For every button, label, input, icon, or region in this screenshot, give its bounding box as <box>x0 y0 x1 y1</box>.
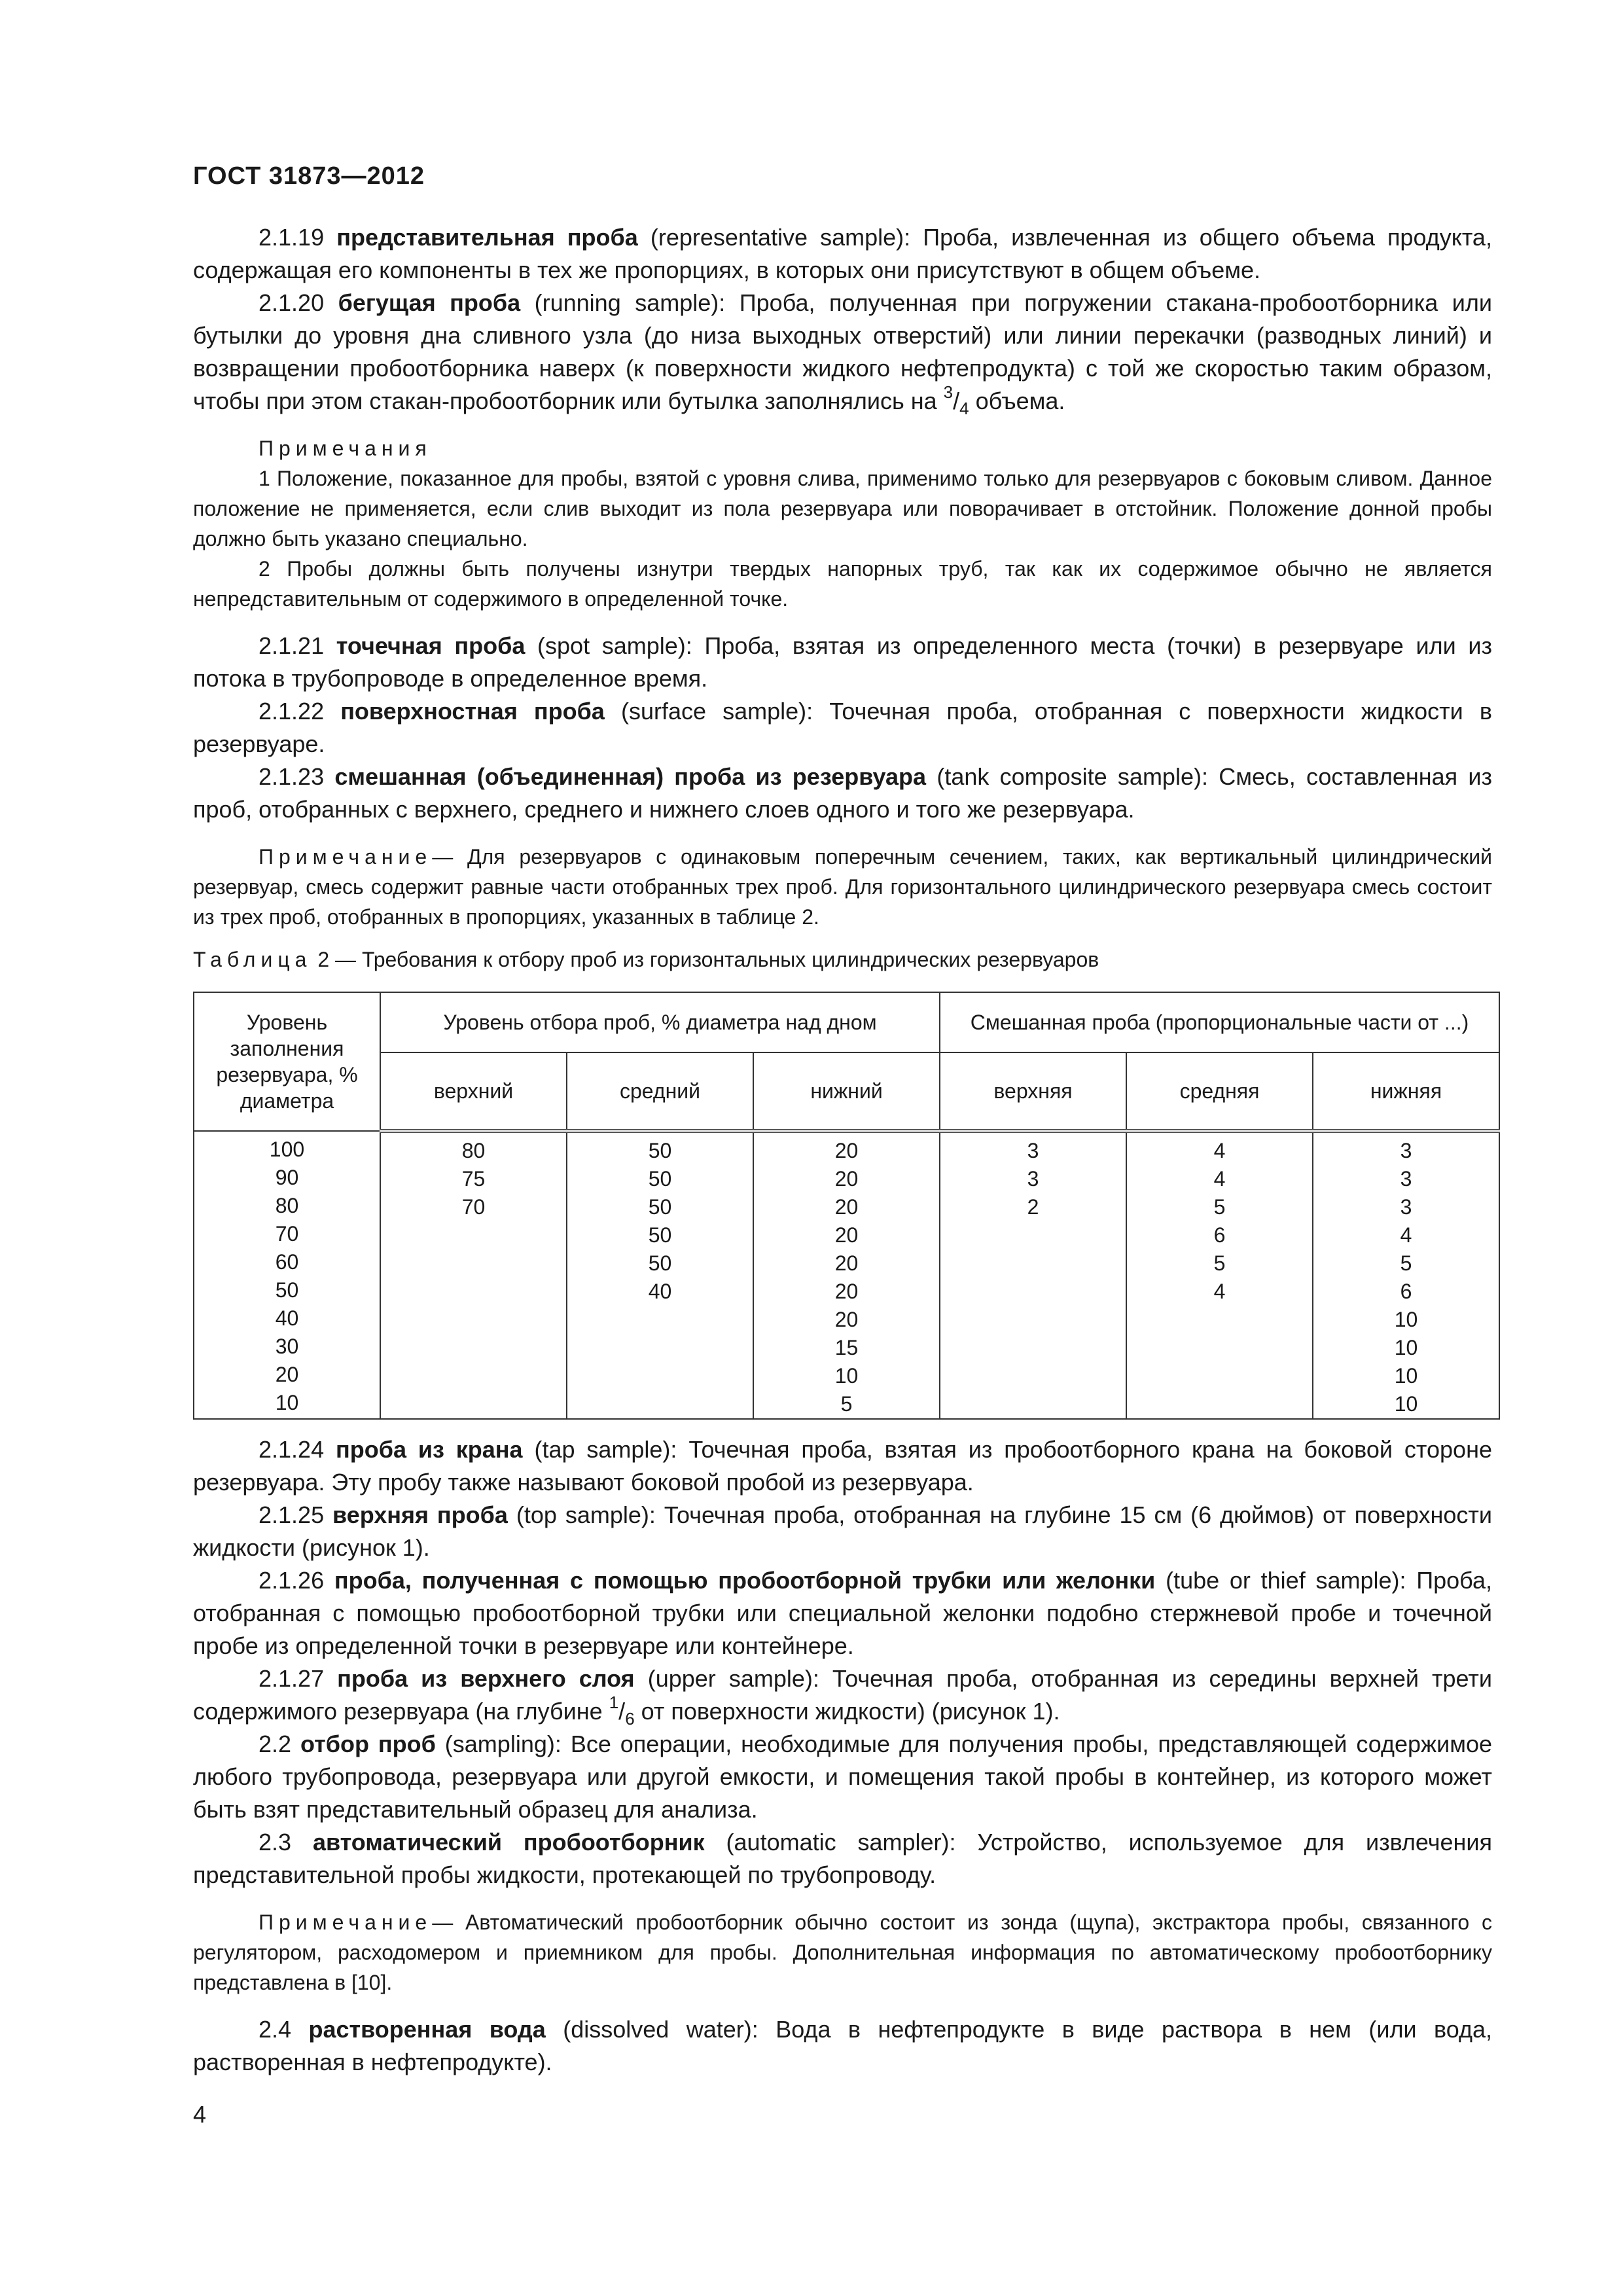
term-title: отбор проб <box>300 1731 436 1757</box>
note-label: Примечание <box>259 1910 433 1934</box>
term-2-1-23 <box>193 761 1492 826</box>
term-english: (automatic sampler): <box>726 1829 956 1856</box>
table-cell: 20 <box>834 1251 859 1275</box>
table-cell: 50 <box>648 1251 672 1275</box>
table-cell: 5 <box>1213 1251 1226 1275</box>
term-title: бегущая проба <box>338 289 521 316</box>
column-upper <box>380 1131 567 1419</box>
table-cell: 20 <box>834 1280 859 1303</box>
table-cell: 3 <box>1027 1167 1039 1191</box>
term-number: 2.1.23 <box>259 763 325 790</box>
table-cell: 5 <box>1400 1251 1412 1275</box>
table-caption <box>193 948 1099 972</box>
term-title: проба, полученная с помощью пробоотборной трубки или желонки <box>334 1567 1156 1594</box>
term-number: 2.2 <box>259 1731 292 1757</box>
table-caption-text: 2 — Требования к отбору проб из горизонтальных цилиндрических резервуаров <box>317 948 1099 971</box>
notes-heading: Примечания <box>259 437 432 460</box>
term-title: точечная проба <box>336 632 526 659</box>
table-cell: 20 <box>834 1195 859 1219</box>
table-cell: 20 <box>834 1308 859 1331</box>
term-definition-end: объема. <box>975 387 1065 414</box>
term-title: поверхностная проба <box>340 698 605 725</box>
table-cell: 20 <box>834 1167 859 1191</box>
term-english: (tap sample): <box>534 1436 677 1463</box>
term-title: автоматический пробоотборник <box>312 1829 705 1856</box>
term-number: 2.1.26 <box>259 1567 325 1594</box>
table-cell: 5 <box>1213 1195 1226 1219</box>
subheader-composite-lower: нижняя <box>1313 1052 1499 1131</box>
subheader-middle: средний <box>567 1052 753 1131</box>
table-cell: 70 <box>275 1222 299 1246</box>
table-cell: 3 <box>1400 1167 1412 1191</box>
subheader-composite-upper: верхняя <box>940 1052 1126 1131</box>
term-english: (representative sample): <box>650 224 911 251</box>
fraction: $^3/_4$ <box>943 382 969 419</box>
note-automatic-sampler <box>193 1907 1492 1998</box>
table-cell: 2 <box>1027 1195 1039 1219</box>
note-item: 2 Пробы должны быть получены изнутри твердых напорных труб, так как их содержимое обычно не является непредставительным от содержимого в определенной точке. <box>193 557 1492 611</box>
term-2-2 <box>193 1728 1492 1826</box>
column-lower <box>753 1131 940 1419</box>
table-cell: 10 <box>1394 1308 1418 1331</box>
term-2-4 <box>193 2013 1492 2079</box>
table-cell: 80 <box>275 1194 299 1217</box>
term-english: (tube or thief sample): <box>1166 1567 1406 1594</box>
column-middle <box>567 1131 753 1419</box>
subheader-lower: нижний <box>753 1052 940 1131</box>
term-number: 2.1.19 <box>259 224 325 251</box>
table-cell: 20 <box>834 1223 859 1247</box>
term-2-1-21 <box>193 630 1492 695</box>
table-cell: 50 <box>648 1139 672 1162</box>
term-english: (dissolved water): <box>563 2016 758 2043</box>
term-english: (surface sample): <box>620 698 813 725</box>
page-number: 4 <box>193 2101 207 2128</box>
term-english: (running sample): <box>534 289 726 316</box>
table-cell: 6 <box>1400 1280 1412 1303</box>
table-cell: 50 <box>275 1278 299 1302</box>
table-cell: 10 <box>1394 1336 1418 1359</box>
table-cell: 20 <box>275 1363 299 1386</box>
table-cell: 70 <box>461 1195 486 1219</box>
header-sampling-level: Уровень отбора проб, % диаметра над дном <box>380 992 940 1052</box>
sampling-table <box>193 992 1500 1420</box>
term-2-1-24 <box>193 1433 1492 1499</box>
note-item: 1 Положение, показанное для пробы, взятой с уровня слива, применимо только для резервуаров с боковым сливом. Данное положение не применяется, если слив выходит из пола резервуара или поворачивает в отстойник. Положение донной пробы должно быть указано специально. <box>193 467 1492 550</box>
column-composite-upper <box>940 1131 1126 1419</box>
term-number: 2.1.24 <box>259 1436 325 1463</box>
term-number: 2.1.25 <box>259 1501 325 1528</box>
term-definition: Точечная проба, отобранная из середины верхней трети содержимого резервуара (на глубине <box>193 1665 1492 1725</box>
table-cell: 10 <box>275 1391 299 1414</box>
term-definition: Проба, извлеченная из общего объема продукта, содержащая его компоненты в тех же пропорциях, в которых они присутствуют в общем объеме. <box>193 224 1492 283</box>
term-title: представительная проба <box>336 224 638 251</box>
table-cell: 20 <box>834 1139 859 1162</box>
fraction: $^1/_6$ <box>609 1693 635 1729</box>
column-composite-middle <box>1126 1131 1313 1419</box>
table-cell: 100 <box>269 1138 305 1161</box>
section-bottom <box>193 1433 1492 2079</box>
term-number: 2.3 <box>259 1829 292 1856</box>
term-number: 2.4 <box>259 2016 292 2043</box>
table-cell: 3 <box>1400 1139 1412 1162</box>
note-label: Примечание <box>259 845 433 869</box>
term-english: (tank composite sample): <box>936 763 1208 790</box>
table-cell: 40 <box>275 1306 299 1330</box>
column-fill-level <box>194 1131 380 1419</box>
note-tank-composite <box>193 842 1492 932</box>
term-2-3 <box>193 1826 1492 1892</box>
term-2-1-19 <box>193 221 1492 287</box>
table-cell: 3 <box>1400 1195 1412 1219</box>
term-2-1-25 <box>193 1499 1492 1564</box>
term-number: 2.1.21 <box>259 632 325 659</box>
term-english: (sampling): <box>444 1731 562 1757</box>
table-cell: 10 <box>1394 1392 1418 1416</box>
note-text: — Автоматический пробоотборник обычно состоит из зонда (щупа), экстрактора пробы, связанного с регулятором, расходомером и приемником для пробы. Дополнительная информация по автоматическому пробоотборнику представлена в [10]. <box>193 1910 1492 1994</box>
term-2-1-20 <box>193 287 1492 418</box>
table-cell: 30 <box>275 1335 299 1358</box>
term-2-1-27 <box>193 1662 1492 1728</box>
table-cell: 6 <box>1213 1223 1226 1247</box>
term-2-1-26 <box>193 1564 1492 1662</box>
table-cell: 4 <box>1213 1139 1226 1162</box>
term-definition: Точечная проба, взятая из пробоотборного крана на боковой стороне резервуара. Эту пробу также называют боковой пробой из резервуара. <box>193 1436 1492 1496</box>
term-english: (spot sample): <box>537 632 692 659</box>
term-definition: Точечная проба, отобранная с поверхности жидкости в резервуаре. <box>193 698 1492 757</box>
term-definition: Смесь, составленная из проб, отобранных с верхнего, среднего и нижнего слоев одного и того же резервуара. <box>193 763 1492 823</box>
note-text: — Для резервуаров с одинаковым поперечным сечением, таких, как вертикальный цилиндрический резервуар, смесь содержит равные части отобранных трех проб. Для горизонтального цилиндрического резервуара смесь состоит из трех проб, отобранных в пропорциях, указанных в таблице 2. <box>193 845 1492 929</box>
table-cell: 75 <box>461 1167 486 1191</box>
table-cell: 40 <box>648 1280 672 1303</box>
table-caption-label: Таблица <box>193 948 312 971</box>
table-cell: 4 <box>1400 1223 1412 1247</box>
term-number: 2.1.27 <box>259 1665 325 1692</box>
term-definition: Вода в нефтепродукте в виде раствора в нем (или вода, растворенная в нефтепродукте). <box>193 2016 1492 2075</box>
header-composite: Смешанная проба (пропорциональные части от ...) <box>940 992 1499 1052</box>
table-cell: 50 <box>648 1195 672 1219</box>
term-definition: Проба, полученная при погружении стакана-пробоотборника или бутылки до уровня дна сливного узла (до низа выходных отверстий) или линии перекачки (разводных линий) и возвращении пробоотборника наверх (к поверхности жидкого нефтепродукта) с той же скоростью таким образом, чтобы при этом стакан-пробоотборник или бутылка заполнялись на <box>193 289 1493 414</box>
table-cell: 5 <box>840 1392 853 1416</box>
term-definition: Устройство, используемое для извлечения представительной пробы жидкости, протекающей по трубопроводу. <box>193 1829 1492 1888</box>
table-cell: 10 <box>834 1364 859 1388</box>
table-cell: 10 <box>1394 1364 1418 1388</box>
term-definition: Все операции, необходимые для получения пробы, представляющей содержимое любого трубопровода, резервуара или другой емкости, и помещения такой пробы в контейнер, из которого может быть взят представительный образец для анализа. <box>193 1731 1492 1823</box>
table-cell: 4 <box>1213 1167 1226 1191</box>
document-header: ГОСТ 31873—2012 <box>193 162 425 190</box>
table-cell: 15 <box>834 1336 859 1359</box>
term-title: проба из верхнего слоя <box>337 1665 635 1692</box>
term-2-1-22 <box>193 695 1492 761</box>
term-number: 2.1.22 <box>259 698 325 725</box>
table-cell: 3 <box>1027 1139 1039 1162</box>
table-cell: 50 <box>648 1167 672 1191</box>
term-english: (top sample): <box>516 1501 656 1528</box>
table-cell: 60 <box>275 1250 299 1274</box>
term-definition-end: от поверхности жидкости) (рисунок 1). <box>641 1698 1060 1725</box>
term-definition: Точечная проба, отобранная на глубине 15 см (6 дюймов) от поверхности жидкости (рисунок 1). <box>193 1501 1492 1561</box>
header-fill-level: Уровень заполнения резервуара, % диаметра <box>194 992 380 1131</box>
term-english: (upper sample): <box>647 1665 819 1692</box>
subheader-upper: верхний <box>380 1052 567 1131</box>
term-title: верхняя проба <box>332 1501 508 1528</box>
column-composite-lower <box>1313 1131 1499 1419</box>
subheader-composite-middle: средняя <box>1126 1052 1313 1131</box>
notes-block <box>193 433 1492 614</box>
term-number: 2.1.20 <box>259 289 325 316</box>
table-cell: 90 <box>275 1166 299 1189</box>
term-definition: Проба, взятая из определенного места (точки) в резервуаре или из потока в трубопроводе в определенное время. <box>193 632 1492 692</box>
table-cell: 4 <box>1213 1280 1226 1303</box>
table-cell: 50 <box>648 1223 672 1247</box>
term-definition: Проба, отобранная с помощью пробоотборной трубки или специальной желонки подобно стержневой пробе и точечной пробе из определенной точки в резервуаре или контейнере. <box>193 1567 1492 1659</box>
term-title: проба из крана <box>335 1436 523 1463</box>
section-top <box>193 221 1492 932</box>
table-cell: 80 <box>461 1139 486 1162</box>
term-title: смешанная (объединенная) проба из резервуара <box>334 763 927 790</box>
term-title: растворенная вода <box>308 2016 546 2043</box>
